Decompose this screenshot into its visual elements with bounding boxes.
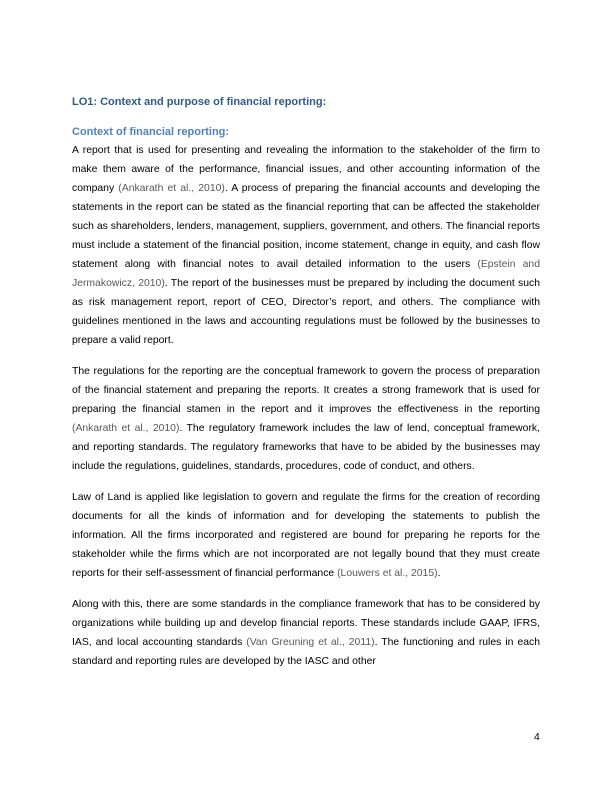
paragraph	[72, 141, 540, 350]
paragraph-text: Law of Land is applied like legislation to govern and regulate the firms for the creation of recording documents for all the kinds of information and for developing the statements to publish the information. All the firms incorporated and registered are bound for preparing he reports for the stakeholder while the firms which are not incorporated are not legally bound that they must create reports for their self-assessment of financial performance	[72, 492, 540, 579]
paragraph	[72, 595, 540, 671]
section-heading: LO1: Context and purpose of financial reporting:	[72, 96, 327, 108]
page-number: 4	[534, 732, 540, 743]
paragraph-text: .	[437, 568, 441, 579]
paragraph-text: A report that is used for presenting and revealing the information to the stakeholder of the firm to make them aware of the performance, financial issues, and other accounting information of the company	[72, 145, 540, 194]
paragraph-text: . The report of the businesses must be prepared by including the document such as risk management report, report of CEO, Director’s report, and others. The compliance with guidelines mentioned in the laws and accounting regulations must be followed by the businesses to prepare a valid report.	[72, 278, 540, 346]
paragraph	[72, 488, 540, 583]
paragraph-text: Along with this, there are some standards in the compliance framework that has to be considered by organizations while building up and develop financial reports. These standards include GAAP, IFRS, IAS, and local accounting standards	[72, 599, 540, 648]
paragraph-text: The regulations for the reporting are the conceptual framework to govern the process of preparation of the financial statement and preparing the reports. It creates a strong framework that is used for preparing the financial stamen in the report and it improves the effectiveness in the reporting	[72, 366, 540, 415]
citation: (Van Greuning et al., 2011)	[246, 637, 375, 648]
citation: (Epstein and Jermakowicz, 2010)	[72, 259, 540, 289]
section-subheading: Context of financial reporting:	[72, 126, 230, 138]
paragraph-text: . The regulatory framework includes the law of lend, conceptual framework, and reporting standards. The regulatory frameworks that have to be abided by the businesses may include the regulations, guidelines, standards, procedures, code of conduct, and others.	[72, 423, 540, 472]
paragraph	[72, 362, 540, 476]
paragraph-text: . A process of preparing the financial accounts and developing the statements in the report can be stated as the financial reporting that can be affected the stakeholder such as shareholders, lenders, management, suppliers, government, and others. The financial reports must include a statement of the financial position, income statement, change in equity, and cash flow statement along with financial notes to avail detailed information to the users	[72, 183, 541, 270]
citation: (Ankarath et al., 2010)	[118, 183, 225, 194]
page-content	[72, 95, 540, 671]
citation: (Ankarath et al., 2010)	[72, 423, 180, 434]
citation: (Louwers et al., 2015)	[337, 568, 438, 579]
paragraph-text: . The functioning and rules in each standard and reporting rules are developed by the IASC and other	[72, 637, 540, 667]
